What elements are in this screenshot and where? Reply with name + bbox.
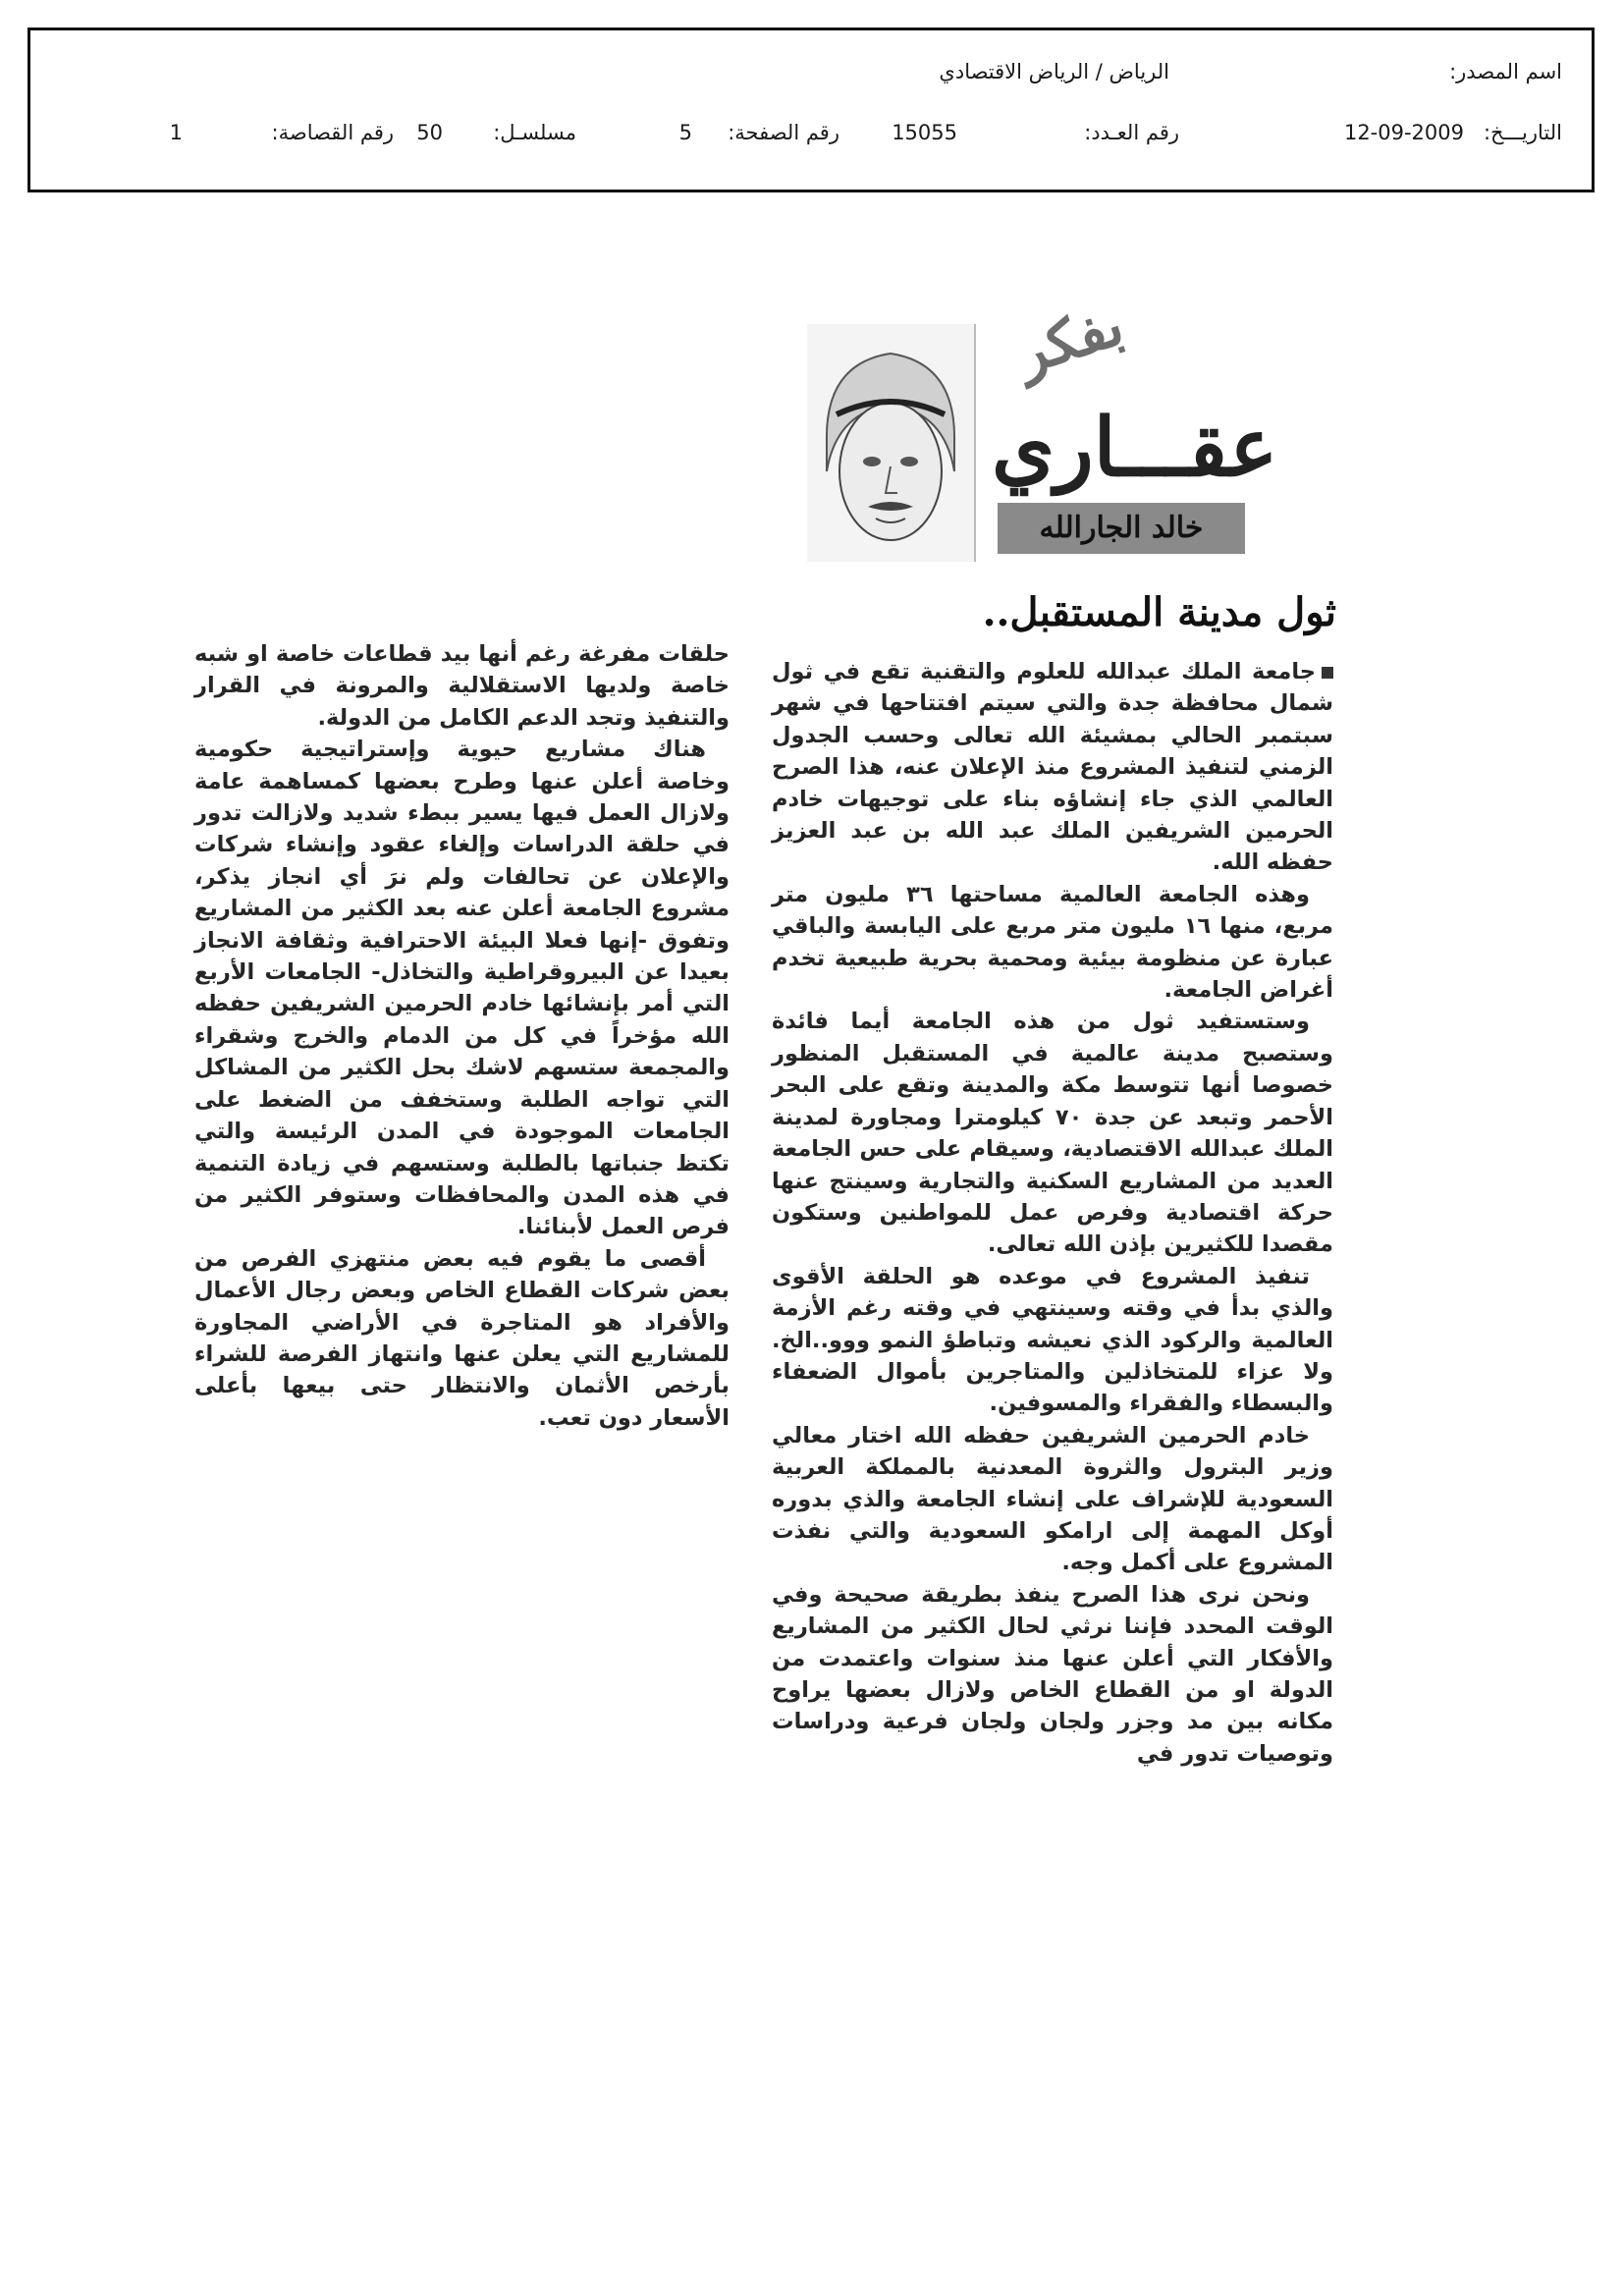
column-logo-small-word: بفكر xyxy=(1008,291,1132,388)
author-portrait-drawing xyxy=(807,324,974,562)
serial-label: مسلسـل: xyxy=(493,121,576,144)
issue-label: رقم العـدد: xyxy=(1084,121,1179,144)
clipping-header-box xyxy=(27,27,1595,192)
article-right-column xyxy=(772,656,1333,1770)
column-logo xyxy=(807,291,1278,562)
date-label: التاريـــخ: xyxy=(1483,121,1562,144)
page-number-value: 5 xyxy=(678,121,692,144)
article-paragraph: تنفيذ المشروع في موعده هو الحلقة الأقوى والذي بدأ في وقته وسينتهي في وقته رغم الأزمة العالمية والركود الذي نعيشه وتباطؤ النمو ووو..الخ. ولا عزاء للمتخاذلين والمتاجرين بأموال الضعفاء والبسطاء والفقراء والمسوفين. xyxy=(772,1263,1333,1417)
article-paragraph: وستستفيد ثول من هذه الجامعة أيما فائدة وستصبح مدينة عالمية في المستقبل المنظور خصوصا أنها تتوسط مكة والمدينة وتقع على البحر الأحمر وتبعد عن جدة ٧٠ كيلومترا ومجاورة لمدينة الملك عبدالله الاقتصادية، وسيقام على حس الجامعة العديد من المشاريع السكنية والتجارية وسينتج عنها حركة اقتصادية وفرص عمل للمواطنين وستكون مقصدا للكثيرين بإذن الله تعالى. xyxy=(772,1009,1333,1258)
clip-number-value: 1 xyxy=(169,121,183,144)
article-paragraph: وهذه الجامعة العالمية مساحتها ٣٦ مليون متر مربع، منها ١٦ مليون متر مربع على اليابسة والباقي عبارة عن منظومة بيئية ومحمية بحرية طبيعية تخدم أغراض الجامعة. xyxy=(772,881,1333,1004)
author-name-bar: خالد الجارالله xyxy=(998,503,1245,554)
issue-value: 15055 xyxy=(892,121,957,144)
author-portrait xyxy=(807,324,976,562)
bullet-square-icon xyxy=(1322,667,1333,679)
source-value: الرياض / الرياض الاقتصادي xyxy=(939,60,1169,83)
date-value: 12-09-2009 xyxy=(1343,121,1464,144)
clip-number-label: رقم القصاصة: xyxy=(271,121,394,144)
article-paragraph: أقصى ما يقوم فيه بعض منتهزي الفرص من بعض شركات القطاع الخاص وبعض رجال الأعمال والأفراد هو المتاجرة في الأراضي المجاورة للمشاريع التي يعلن عنها وانتهاز الفرصة للشراء بأرخص الأثمان والانتظار حتى بيعها بأعلى الأسعار دون تعب. xyxy=(194,1245,730,1431)
article-paragraph: ونحن نرى هذا الصرح ينفذ بطريقة صحيحة وفي الوقت المحدد فإننا نرثي لحال الكثير من المشاريع والأفكار التي أعلن عنها منذ سنوات واعتمدت من الدولة او من القطاع الخاص ولازال بعضها يراوح مكانه بين مد وجزر ولجان ولجان فرعية ودراسات وتوصيات تدور في xyxy=(772,1581,1333,1767)
source-label: اسم المصدر: xyxy=(1449,60,1562,83)
serial-value: 50 xyxy=(416,121,443,144)
article-paragraph xyxy=(772,656,1333,879)
column-logo-big-word: عقـــاري xyxy=(992,401,1278,495)
paragraph-text: جامعة الملك عبدالله للعلوم والتقنية تقع في ثول شمال محافظة جدة والتي سيتم افتتاحها في شهر سبتمبر الحالي بمشيئة الله تعالى وحسب الجدول الزمني لتنفيذ المشروع منذ الإعلان عنه، هذا الصرح العالمي الذي جاء إنشاؤه بناء على توجيهات خادم الحرمين الشريفين الملك عبد الله بن عبد العزيز حفظه الله. xyxy=(772,659,1333,876)
article-paragraph: حلقات مفرغة رغم أنها بيد قطاعات خاصة او شبه خاصة ولديها الاستقلالية والمرونة في القرار والتنفيذ وتجد الدعم الكامل من الدولة. xyxy=(194,641,730,731)
article-paragraph: هناك مشاريع حيوية وإستراتيجية حكومية وخاصة أعلن عنها وطرح بعضها كمساهمة عامة ولازال العمل فيها يسير ببطء شديد ولازالت تدور في حلقة الدراسات وإلغاء عقود وإنشاء شركات والإعلان عن تحالفات ولم نرَ أي انجاز يذكر، مشروع الجامعة أعلن عنه بعد الكثير من المشاريع وتفوق -إنها فعلا البيئة الاحترافية وثقافة الانجاز بعيدا عن البيروقراطية والتخاذل- الجامعات الأربع التي أمر بإنشائها خادم الحرمين الشريفين حفظه الله مؤخراً في كل من الدمام والخرج وشقراء والمجمعة ستسهم لاشك بحل الكثير من المشاكل التي تواجه الطلبة وستخفف من الضغط على الجامعات الموجودة في المدن الرئيسة والتي تكتظ جنباتها بالطلبة وستسهم في زيادة التنمية في هذه المدن والمحافظات وستوفر الكثير من فرص العمل لأبنائنا. xyxy=(194,737,730,1240)
article-paragraph: خادم الحرمين الشريفين حفظه الله اختار معالي وزير البترول والثروة المعدنية بالمملكة العربية السعودية للإشراف على إنشاء الجامعة والذي بدوره أوكل المهمة إلى ارامكو السعودية والتي نفذت المشروع على أكمل وجه. xyxy=(772,1422,1333,1576)
page-number-label: رقم الصفحة: xyxy=(728,121,839,144)
article-title: ثول مدينة المستقبل.. xyxy=(982,589,1336,635)
article-left-column xyxy=(194,638,730,1434)
